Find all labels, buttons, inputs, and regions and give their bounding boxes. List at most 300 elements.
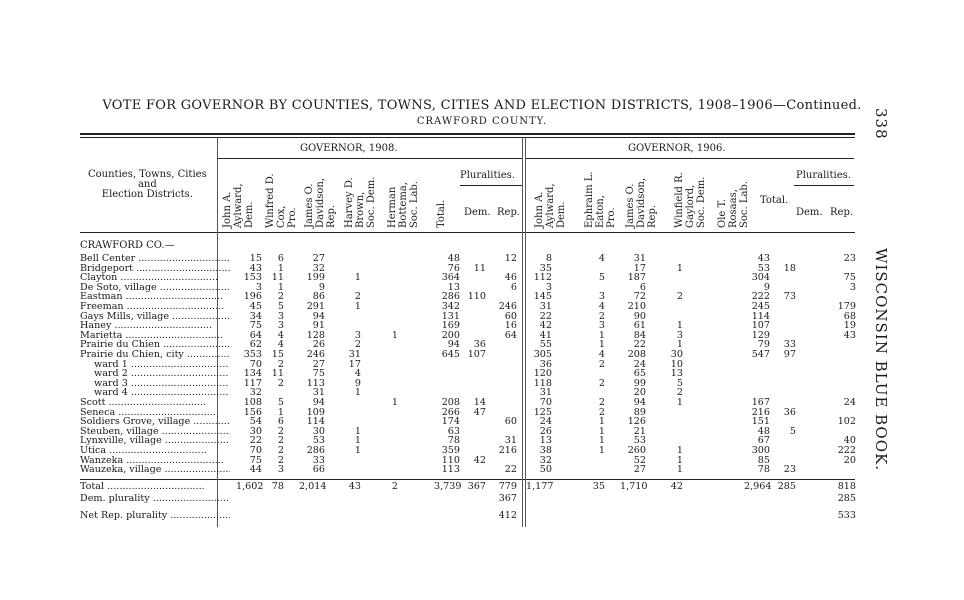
- cell: 108: [243, 397, 262, 408]
- cell: 94: [633, 397, 646, 408]
- cell: 167: [751, 397, 770, 408]
- cell: 35: [592, 481, 605, 492]
- candidate-header: Harvey D. Brown, Soc. Dem.: [344, 176, 377, 228]
- cell: 126: [627, 416, 646, 428]
- cell: 2: [676, 387, 683, 399]
- cell: 42: [473, 454, 486, 466]
- cell: 26: [312, 339, 325, 351]
- cell: 285: [777, 481, 796, 492]
- cell: 187: [627, 272, 646, 284]
- cell: 2: [598, 406, 605, 418]
- cell: 47: [473, 406, 486, 418]
- cell: 1: [598, 329, 605, 341]
- row-label: Lynxville, village .....: [80, 436, 230, 445]
- cell: 208: [441, 397, 460, 408]
- cell: 2: [598, 377, 605, 389]
- header-pluralities-1908: Pluralities.: [460, 170, 515, 181]
- cell: 1: [354, 445, 361, 456]
- cell: 43: [348, 481, 361, 492]
- cell: 110: [467, 291, 486, 303]
- cell: 353: [243, 349, 262, 360]
- header-pluralities-1906: Pluralities.: [796, 170, 851, 181]
- cell: 131: [441, 310, 460, 322]
- cell: 2: [391, 481, 398, 492]
- cell: 120: [533, 368, 552, 380]
- cell: 9: [318, 281, 325, 293]
- header-gov1908: GOVERNOR, 1908.: [300, 143, 398, 154]
- cell: 4: [354, 368, 361, 380]
- cell: 4: [598, 301, 605, 312]
- table-row: [80, 350, 860, 359]
- cell: 32: [249, 387, 262, 399]
- cell: 60: [504, 310, 517, 322]
- cell: 32: [539, 454, 552, 466]
- cell: 3: [598, 291, 605, 303]
- cell: 38: [539, 445, 552, 456]
- page-number: 338: [872, 108, 890, 140]
- plurality-rule: [794, 185, 854, 186]
- row-label: ward 2 .....: [94, 369, 244, 378]
- header-gov1906: GOVERNOR, 1906.: [628, 143, 726, 154]
- cell: 94: [447, 339, 460, 351]
- cell: 36: [783, 406, 796, 418]
- cell: 13: [539, 435, 552, 447]
- table-row: [80, 264, 860, 273]
- candidate-header: Herman Bottema, Soc. Lab.: [387, 180, 420, 228]
- cell: 125: [533, 406, 552, 418]
- cell: 1: [676, 320, 683, 332]
- cell: 2: [277, 291, 284, 303]
- row-label: Prairie du Chien .....: [80, 340, 230, 349]
- candidate-header: John A. Aylward, Dem.: [534, 183, 567, 228]
- cell: 779: [498, 481, 517, 492]
- cell: 1: [391, 397, 398, 408]
- cell: 86: [312, 291, 325, 303]
- cell: 20: [843, 454, 856, 466]
- cell: 60: [504, 416, 517, 428]
- cell: 1: [354, 425, 361, 437]
- row-label: Bridgeport .....: [80, 264, 230, 273]
- cell: 1: [354, 301, 361, 312]
- running-head: WISCONSIN BLUE BOOK.: [872, 248, 890, 472]
- cell: 3: [598, 320, 605, 332]
- cell: 17: [348, 358, 361, 370]
- cell: 2,014: [299, 481, 327, 492]
- cell: 97: [783, 349, 796, 360]
- cell: 75: [843, 272, 856, 284]
- candidate-header: John A. Aylward, Dem.: [222, 183, 255, 228]
- cell: 32: [312, 262, 325, 274]
- cell: 46: [504, 272, 517, 284]
- cell: 22: [633, 339, 646, 351]
- cell: 22: [504, 464, 517, 476]
- cell: 145: [533, 291, 552, 303]
- cell: 23: [783, 464, 796, 476]
- cell: 266: [441, 406, 460, 418]
- row-label: Clayton .....: [80, 273, 230, 282]
- cell: 5: [789, 425, 796, 437]
- cell: 50: [539, 464, 552, 476]
- cell: 67: [757, 435, 770, 447]
- cell: 99: [633, 377, 646, 389]
- cell: 33: [312, 454, 325, 466]
- cell: 359: [441, 445, 460, 456]
- cell: 151: [751, 416, 770, 428]
- cell: 45: [249, 301, 262, 312]
- cell: 27: [633, 464, 646, 476]
- cell: 1: [354, 435, 361, 447]
- cell: 43: [843, 329, 856, 341]
- cell: 117: [243, 377, 262, 389]
- cell: 291: [306, 301, 325, 312]
- cell: 114: [306, 416, 325, 428]
- cell: 342: [441, 301, 460, 312]
- row-label: Bell Center .....: [80, 254, 230, 263]
- table-row: [80, 321, 860, 330]
- cell: 70: [249, 358, 262, 370]
- table-row: [80, 446, 860, 455]
- row-label: Utica .....: [80, 446, 230, 455]
- cell: 260: [627, 445, 646, 456]
- cell: 24: [633, 358, 646, 370]
- cell: 42: [539, 320, 552, 332]
- group-rule-1906: [526, 158, 854, 159]
- row-label: Wanzeka .....: [80, 456, 230, 465]
- cell: 13: [670, 368, 683, 380]
- cell: 118: [533, 377, 552, 389]
- table-row: [80, 312, 860, 321]
- cell: 31: [539, 301, 552, 312]
- cell: 62: [249, 339, 262, 351]
- cell: 3: [277, 464, 284, 476]
- cell: 26: [539, 425, 552, 437]
- cell: 31: [504, 435, 517, 447]
- cell: 31: [348, 349, 361, 360]
- cell: 64: [249, 329, 262, 341]
- candidate-header: James O. Davidson, Rep.: [625, 178, 658, 228]
- cell: 113: [306, 377, 325, 389]
- page-title: VOTE FOR GOVERNOR BY COUNTIES, TOWNS, CITIES AND ELECTION DISTRICTS, 1908–1906—Continued.: [102, 98, 862, 113]
- cell: 533: [837, 510, 856, 521]
- cell: 89: [633, 406, 646, 418]
- cell: 31: [633, 253, 646, 264]
- cell: 75: [312, 368, 325, 380]
- cell: 547: [751, 349, 770, 360]
- cell: 18: [783, 262, 796, 274]
- table-row: [80, 379, 860, 388]
- cell: 42: [670, 481, 683, 492]
- cell: 2: [676, 291, 683, 303]
- cell: 112: [533, 272, 552, 284]
- cell: 1: [354, 387, 361, 399]
- section-label: CRAWFORD CO.—: [80, 240, 175, 251]
- cell: 75: [249, 320, 262, 332]
- row-label: ward 3 .....: [94, 379, 244, 388]
- row-label: Total .....: [80, 482, 230, 491]
- row-label: ward 4 .....: [94, 388, 244, 397]
- table-row: [80, 273, 860, 282]
- cell: 114: [751, 310, 770, 322]
- cell: 40: [843, 435, 856, 447]
- cell: 72: [633, 291, 646, 303]
- cell: 1: [354, 272, 361, 284]
- table-row: [80, 482, 860, 491]
- cell: 210: [627, 301, 646, 312]
- header-rep: Rep.: [497, 207, 521, 218]
- cell: 109: [306, 406, 325, 418]
- candidate-header: Total.: [436, 199, 447, 228]
- row-label: Net Rep. plurality .....: [80, 511, 230, 520]
- cell: 1: [391, 329, 398, 341]
- top-rule: [80, 133, 855, 135]
- cell: 645: [441, 349, 460, 360]
- cell: 1: [676, 445, 683, 456]
- cell: 48: [757, 425, 770, 437]
- cell: 20: [633, 387, 646, 399]
- cell: 63: [447, 425, 460, 437]
- cell: 35: [539, 262, 552, 274]
- cell: 304: [751, 272, 770, 284]
- cell: 27: [312, 253, 325, 264]
- cell: 43: [249, 262, 262, 274]
- table-row: [80, 360, 860, 369]
- cell: 6: [639, 281, 646, 293]
- cell: 300: [751, 445, 770, 456]
- cell: 2: [277, 435, 284, 447]
- table-row: [80, 254, 860, 263]
- cell: 102: [837, 416, 856, 428]
- cell: 52: [633, 454, 646, 466]
- cell: 14: [473, 397, 486, 408]
- cell: 2: [277, 454, 284, 466]
- cell: 3: [255, 281, 262, 293]
- row-label: Freeman .....: [80, 302, 230, 311]
- cell: 78: [447, 435, 460, 447]
- cell: 70: [249, 445, 262, 456]
- cell: 286: [441, 291, 460, 303]
- table-row: [80, 511, 860, 520]
- table-row: [80, 465, 860, 474]
- table-row: [80, 417, 860, 426]
- row-label: Dem. plurality .....: [80, 494, 230, 503]
- table-row: [80, 388, 860, 397]
- cell: 41: [539, 329, 552, 341]
- cell: 200: [441, 329, 460, 341]
- cell: 169: [441, 320, 460, 332]
- cell: 3: [545, 281, 552, 293]
- cell: 68: [843, 310, 856, 322]
- cell: 1: [676, 397, 683, 408]
- header-bottom-rule: [80, 232, 855, 233]
- row-label: Scott .....: [80, 398, 230, 407]
- row-label: Steuben, village .....: [80, 427, 230, 436]
- header-stub: Counties, Towns, Cities and Election Districts.: [88, 169, 207, 200]
- cell: 199: [306, 272, 325, 284]
- row-label: Wauzeka, village .....: [80, 465, 230, 474]
- cell: 73: [783, 291, 796, 303]
- cell: 94: [312, 310, 325, 322]
- cell: 10: [670, 358, 683, 370]
- cell: 2: [598, 358, 605, 370]
- cell: 53: [312, 435, 325, 447]
- cell: 70: [539, 397, 552, 408]
- cell: 174: [441, 416, 460, 428]
- cell: 367: [467, 481, 486, 492]
- cell: 2: [277, 358, 284, 370]
- candidate-header: Winfield R. Gaylord, Soc. Dem.: [674, 172, 707, 228]
- cell: 23: [843, 253, 856, 264]
- cell: 1: [676, 454, 683, 466]
- row-label: Seneca .....: [80, 408, 230, 417]
- table-row: [80, 436, 860, 445]
- cell: 44: [249, 464, 262, 476]
- cell: 75: [249, 454, 262, 466]
- cell: 13: [447, 281, 460, 293]
- cell: 1: [676, 339, 683, 351]
- cell: 1: [277, 406, 284, 418]
- cell: 12: [504, 253, 517, 264]
- cell: 3: [354, 329, 361, 341]
- cell: 286: [306, 445, 325, 456]
- cell: 1,710: [620, 481, 648, 492]
- cell: 61: [633, 320, 646, 332]
- cell: 90: [633, 310, 646, 322]
- cell: 27: [312, 358, 325, 370]
- candidate-header: Winfred D. Cox, Pro.: [265, 173, 298, 228]
- row-label: ward 1 .....: [94, 360, 244, 369]
- header-dem: Dem.: [796, 207, 823, 218]
- cell: 245: [751, 301, 770, 312]
- cell: 156: [243, 406, 262, 418]
- cell: 222: [751, 291, 770, 303]
- cell: 11: [271, 368, 284, 380]
- cell: 43: [757, 253, 770, 264]
- cell: 33: [783, 339, 796, 351]
- cell: 17: [633, 262, 646, 274]
- cell: 54: [249, 416, 262, 428]
- row-label: Haney .....: [80, 321, 230, 330]
- cell: 4: [277, 329, 284, 341]
- table-row: [80, 408, 860, 417]
- cell: 107: [751, 320, 770, 332]
- cell: 285: [837, 493, 856, 504]
- cell: 36: [473, 339, 486, 351]
- group-rule-1908: [217, 158, 523, 159]
- cell: 79: [757, 339, 770, 351]
- cell: 129: [751, 329, 770, 341]
- cell: 216: [498, 445, 517, 456]
- candidate-header: Ephraim L. Eaton, Pro.: [584, 171, 617, 228]
- cell: 2: [277, 377, 284, 389]
- cell: 153: [243, 272, 262, 284]
- cell: 21: [633, 425, 646, 437]
- cell: 36: [539, 358, 552, 370]
- cell: 31: [539, 387, 552, 399]
- cell: 128: [306, 329, 325, 341]
- cell: 84: [633, 329, 646, 341]
- table-row: [80, 398, 860, 407]
- cell: 91: [312, 320, 325, 332]
- cell: 2: [277, 445, 284, 456]
- cell: 5: [598, 272, 605, 284]
- cell: 110: [441, 454, 460, 466]
- candidate-header: Ole T. Rosaas, Soc. Lab.: [717, 180, 750, 228]
- cell: 24: [539, 416, 552, 428]
- header-rep: Rep.: [830, 207, 854, 218]
- cell: 78: [271, 481, 284, 492]
- cell: 3: [277, 320, 284, 332]
- cell: 94: [312, 397, 325, 408]
- cell: 65: [633, 368, 646, 380]
- cell: 1: [598, 445, 605, 456]
- cell: 30: [312, 425, 325, 437]
- cell: 5: [277, 397, 284, 408]
- cell: 9: [763, 281, 770, 293]
- cell: 2,964: [744, 481, 772, 492]
- cell: 66: [312, 464, 325, 476]
- cell: 216: [751, 406, 770, 418]
- cell: 2: [277, 425, 284, 437]
- cell: 31: [312, 387, 325, 399]
- cell: 246: [306, 349, 325, 360]
- cell: 53: [757, 262, 770, 274]
- cell: 3: [676, 329, 683, 341]
- total-rule: [80, 479, 855, 480]
- cell: 1: [598, 425, 605, 437]
- cell: 85: [757, 454, 770, 466]
- table-row: [80, 369, 860, 378]
- cell: 30: [249, 425, 262, 437]
- cell: 1,602: [236, 481, 264, 492]
- cell: 1: [598, 435, 605, 447]
- cell: 34: [249, 310, 262, 322]
- table-row: [80, 331, 860, 340]
- county-heading: CRAWFORD COUNTY.: [416, 116, 548, 127]
- cell: 4: [277, 339, 284, 351]
- cell: 3: [849, 281, 856, 293]
- cell: 6: [277, 416, 284, 428]
- cell: 53: [633, 435, 646, 447]
- cell: 3,739: [434, 481, 462, 492]
- cell: 364: [441, 272, 460, 284]
- cell: 22: [249, 435, 262, 447]
- cell: 1: [676, 464, 683, 476]
- cell: 3: [277, 310, 284, 322]
- cell: 2: [598, 397, 605, 408]
- cell: 134: [243, 368, 262, 380]
- row-label: Eastman .....: [80, 292, 230, 301]
- cell: 222: [837, 445, 856, 456]
- cell: 8: [545, 253, 552, 264]
- cell: 5: [277, 301, 284, 312]
- table-row: [80, 456, 860, 465]
- cell: 2: [354, 339, 361, 351]
- cell: 2: [354, 291, 361, 303]
- table-row: [80, 302, 860, 311]
- candidate-header: James O. Davidson, Rep.: [304, 178, 337, 228]
- cell: 4: [598, 349, 605, 360]
- cell: 367: [498, 493, 517, 504]
- row-label: Gays Mills, village .....: [80, 312, 230, 321]
- cell: 15: [271, 349, 284, 360]
- row-label: Prairie du Chien, city .....: [80, 350, 230, 359]
- header-total-1906: Total.: [760, 195, 789, 206]
- cell: 5: [676, 377, 683, 389]
- cell: 1: [277, 281, 284, 293]
- cell: 1: [598, 339, 605, 351]
- cell: 64: [504, 329, 517, 341]
- cell: 9: [354, 377, 361, 389]
